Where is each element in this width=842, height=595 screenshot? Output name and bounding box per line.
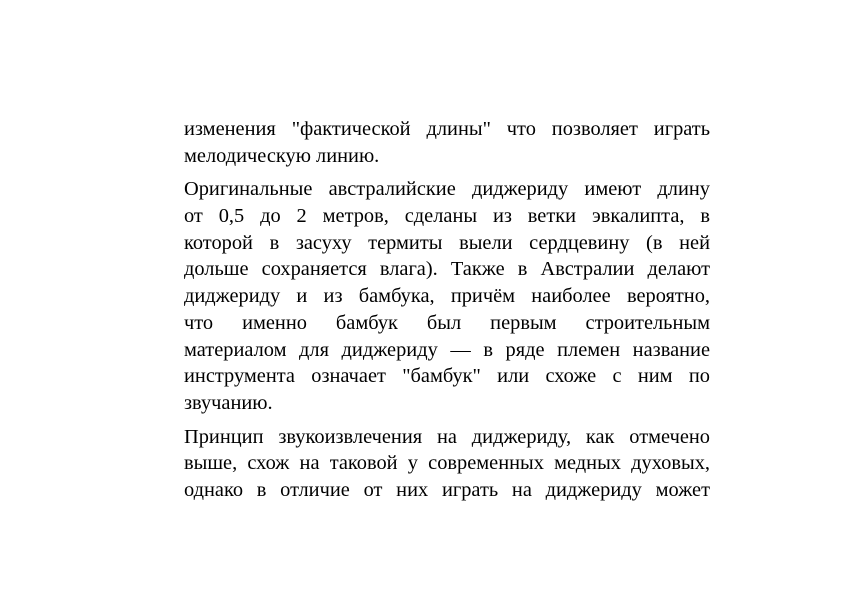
text-line: Оригинальные австралийские диджериду имеют длину	[184, 178, 710, 201]
text-line: мелодическую линию.	[184, 144, 380, 167]
body-text	[184, 116, 710, 511]
text-line: изменения "фактической длины" что позволяет играть	[184, 118, 710, 140]
text-line: выше, схож на таковой у современных медных духовых,	[184, 452, 710, 475]
text-line: Принцип звукоизвлечения на диджериду, как отмечено	[184, 425, 710, 448]
text-line: материалом для диджериду — в ряде племен название	[184, 338, 710, 361]
paragraph-1	[184, 116, 710, 169]
text-line: однако в отличие от них играть на диджериду может	[184, 478, 710, 501]
paragraph-2	[184, 176, 710, 416]
text-line: дольше сохраняется влага). Также в Австралии делают	[184, 258, 710, 281]
text-line: которой в засуху термиты выели сердцевину (в ней	[184, 231, 710, 254]
text-line: инструмента означает "бамбук" или схоже с ним по	[184, 365, 710, 388]
text-line: диджериду и из бамбука, причём наиболее вероятно,	[184, 285, 710, 308]
paragraph-3	[184, 424, 710, 504]
text-line: от 0,5 до 2 метров, сделаны из ветки эвкалипта, в	[184, 205, 710, 228]
text-line: звучанию.	[184, 391, 273, 414]
text-line: что именно бамбук был первым строительным	[184, 311, 710, 334]
